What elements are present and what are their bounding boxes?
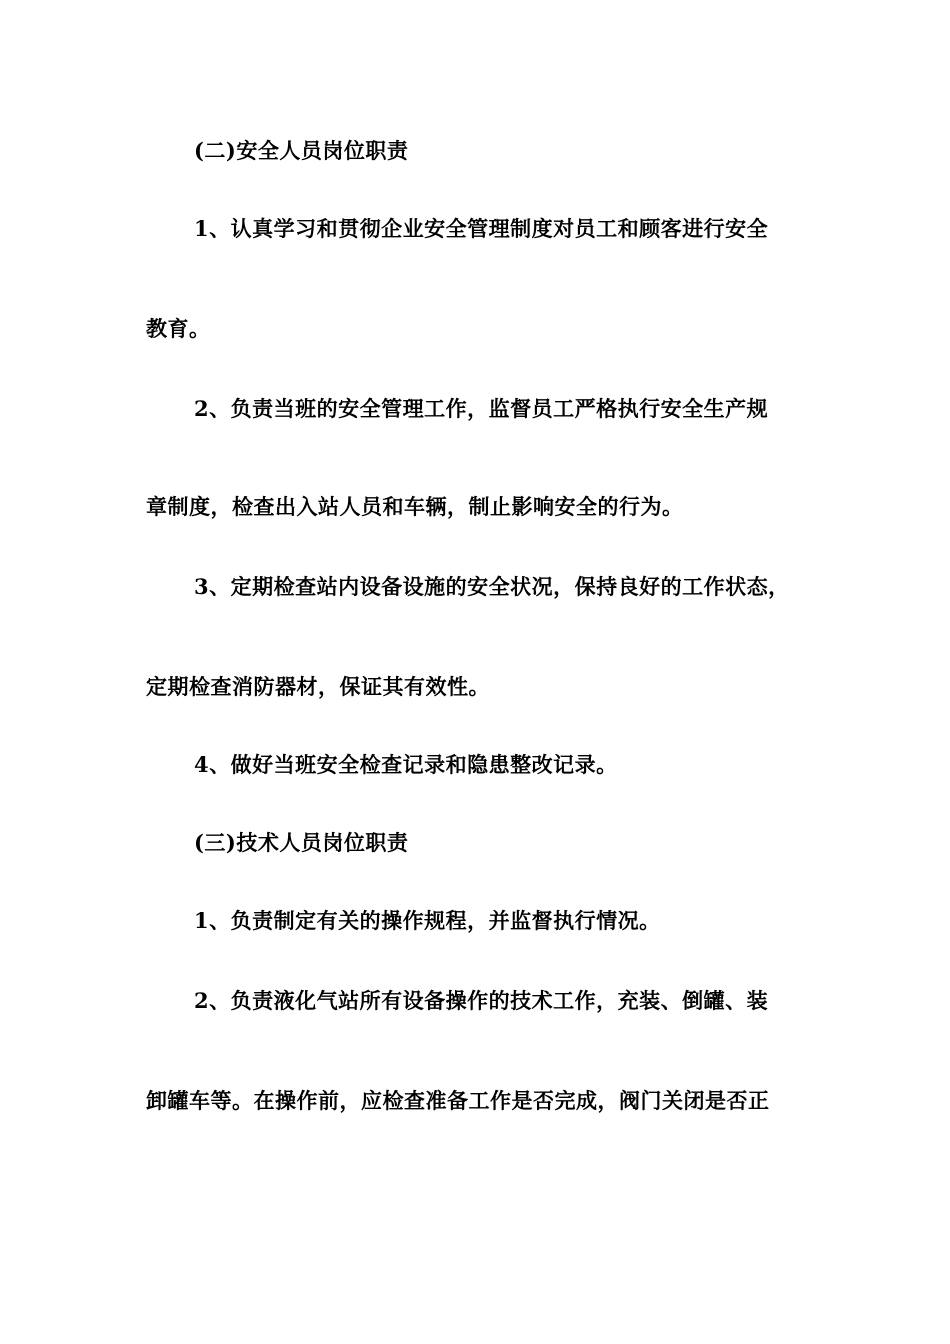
paragraph-line: 教育。	[146, 316, 211, 341]
section-heading-safety-staff: (二)安全人员岗位职责	[194, 138, 409, 163]
paragraph-line: 定期检查消防器材，保证其有效性。	[146, 674, 490, 699]
paragraph-line: 2、负责液化气站所有设备操作的技术工作，充装、倒罐、装	[194, 988, 769, 1013]
paragraph-line: 卸罐车等。在操作前，应检查准备工作是否完成，阀门关闭是否正	[146, 1088, 770, 1113]
paragraph-line: 3、定期检查站内设备设施的安全状况，保持良好的工作状态，	[194, 574, 790, 599]
paragraph-line: 4、做好当班安全检查记录和隐患整改记录。	[194, 752, 618, 777]
paragraph-line: 1、负责制定有关的操作规程，并监督执行情况。	[194, 908, 661, 933]
section-heading-technical-staff: (三)技术人员岗位职责	[194, 830, 409, 855]
paragraph-line: 1、认真学习和贯彻企业安全管理制度对员工和顾客进行安全	[194, 216, 769, 241]
paragraph-line: 2、负责当班的安全管理工作，监督员工严格执行安全生产规	[194, 396, 769, 421]
paragraph-line: 章制度，检查出入站人员和车辆，制止影响安全的行为。	[146, 494, 684, 519]
